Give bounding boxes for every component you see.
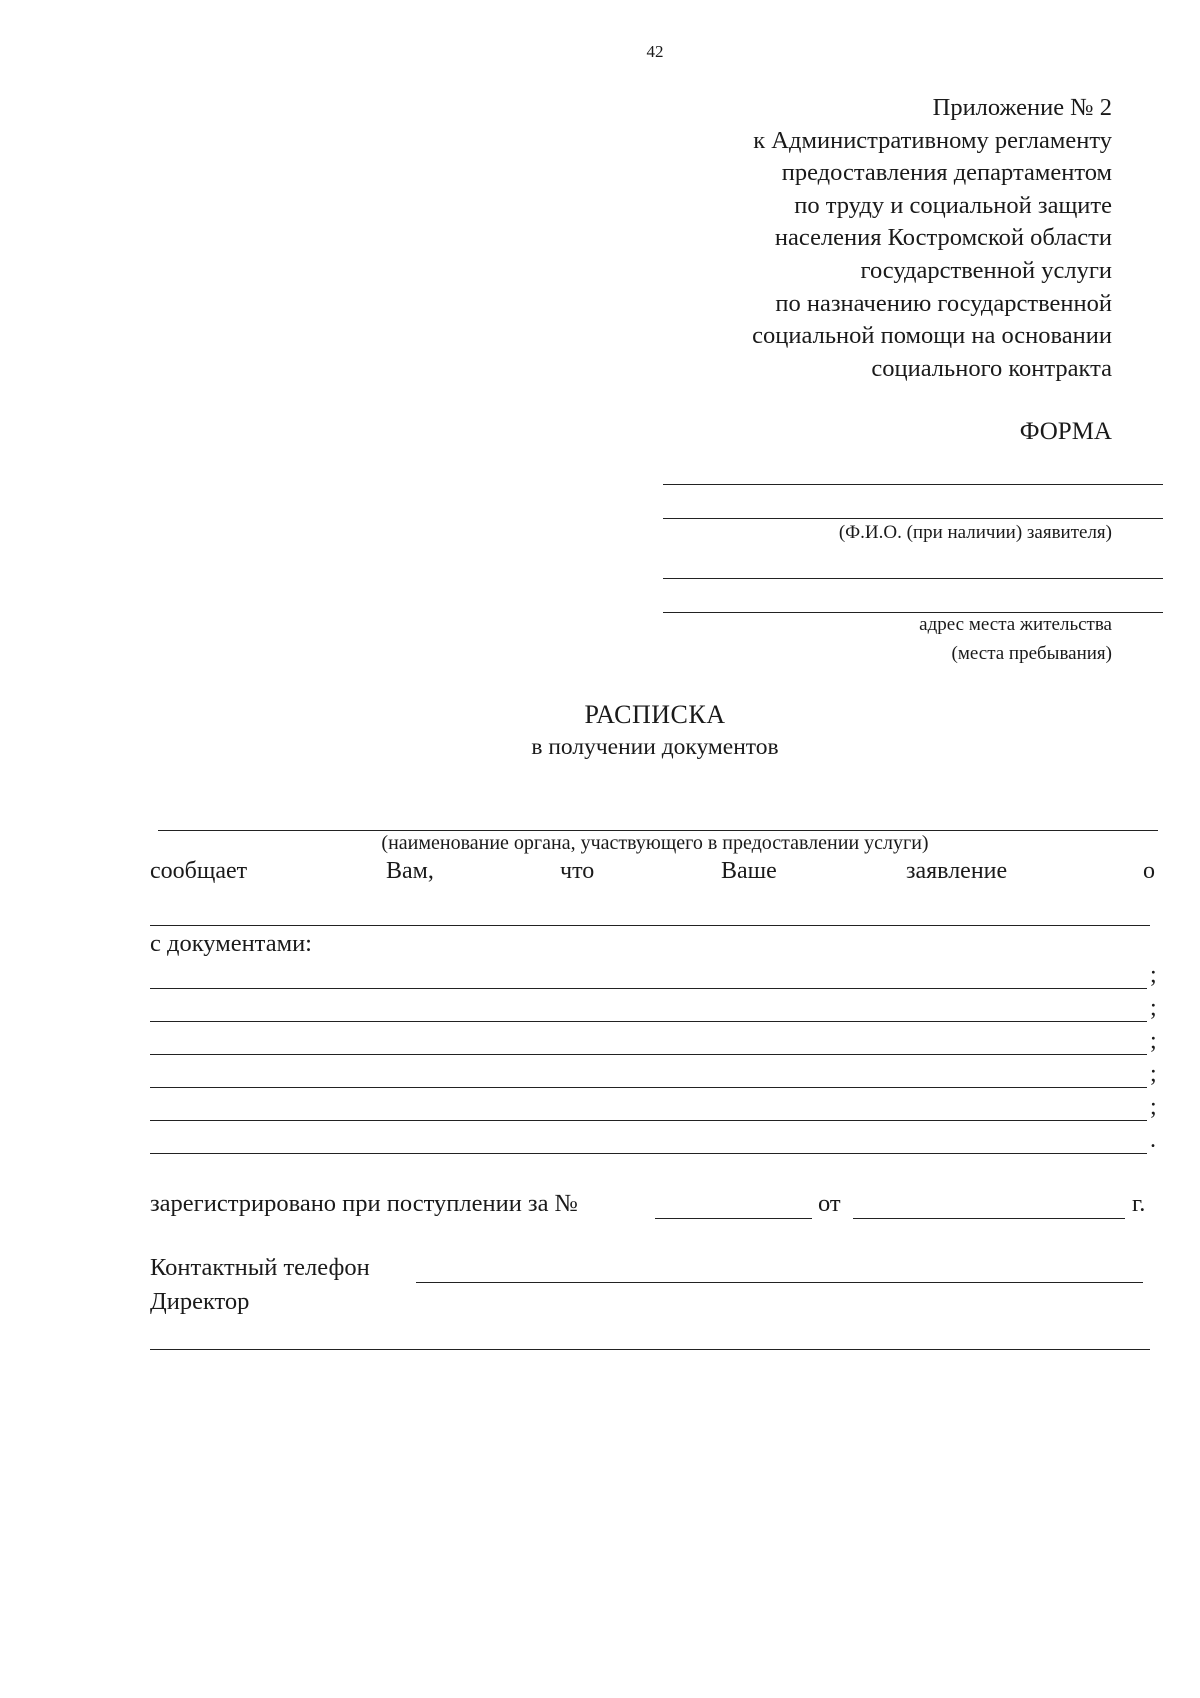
notice-word: о (1143, 858, 1155, 884)
address-caption-secondary: (места пребывания) (951, 643, 1112, 664)
notice-word: сообщает (150, 858, 248, 884)
registration-date-field[interactable] (853, 1218, 1125, 1219)
from-label: от (818, 1190, 841, 1217)
year-suffix: г. (1132, 1190, 1146, 1217)
phone-label: Контактный телефон (150, 1254, 370, 1281)
appendix-line: к Административному регламенту (753, 126, 1112, 154)
appendix-header (552, 92, 1112, 385)
applicant-address-line-1[interactable] (663, 578, 1163, 579)
notice-word: что (560, 858, 595, 884)
document-line-punctuation: ; (1150, 1028, 1157, 1054)
document-line-punctuation: . (1150, 1127, 1156, 1153)
appendix-line: по труду и социальной защите (794, 191, 1112, 219)
documents-label: с документами: (150, 930, 312, 957)
form-label: ФОРМА (1019, 418, 1112, 445)
document-line-punctuation: ; (1150, 1094, 1157, 1120)
registration-number-field[interactable] (655, 1218, 812, 1219)
document-line-punctuation: ; (1150, 962, 1157, 988)
notice-word: Вам, (386, 858, 434, 884)
organ-name-line[interactable] (158, 830, 1158, 831)
appendix-line: населения Костромской области (774, 224, 1112, 252)
applicant-address-line-2[interactable] (663, 612, 1163, 613)
document-line-punctuation: ; (1150, 995, 1157, 1021)
notice-sentence (150, 858, 1158, 888)
appendix-line: социальной помощи на основании (752, 322, 1112, 350)
applicant-fio-caption: (Ф.И.О. (при наличии) заявителя) (838, 522, 1112, 543)
document-line-6[interactable] (150, 1153, 1147, 1154)
director-label: Директор (150, 1288, 250, 1315)
address-caption: адрес места жительства (919, 614, 1112, 635)
application-subject-line[interactable] (150, 925, 1150, 926)
applicant-name-line-1[interactable] (663, 484, 1163, 485)
phone-field[interactable] (416, 1282, 1143, 1283)
receipt-title: РАСПИСКА (584, 700, 726, 729)
document-line-3[interactable] (150, 1054, 1147, 1055)
appendix-line: Приложение № 2 (932, 94, 1112, 121)
registered-label: зарегистрировано при поступлении за № (150, 1190, 578, 1217)
appendix-line: социального контракта (871, 354, 1112, 382)
notice-word: заявление (906, 858, 1008, 884)
appendix-line: государственной услуги (860, 256, 1112, 284)
document-line-punctuation: ; (1150, 1061, 1157, 1087)
applicant-name-line-2[interactable] (663, 518, 1163, 519)
director-signature-line[interactable] (150, 1349, 1150, 1350)
organ-caption: (наименование органа, участвующего в предоставлении услуги) (381, 832, 929, 854)
document-line-4[interactable] (150, 1087, 1147, 1088)
document-line-2[interactable] (150, 1021, 1147, 1022)
notice-word: Ваше (721, 858, 777, 884)
receipt-subtitle: в получении документов (531, 734, 779, 760)
page-number: 42 (646, 42, 664, 61)
document-line-1[interactable] (150, 988, 1147, 989)
appendix-line: по назначению государственной (775, 289, 1112, 317)
document-line-5[interactable] (150, 1120, 1147, 1121)
appendix-line: предоставления департаментом (781, 159, 1112, 187)
